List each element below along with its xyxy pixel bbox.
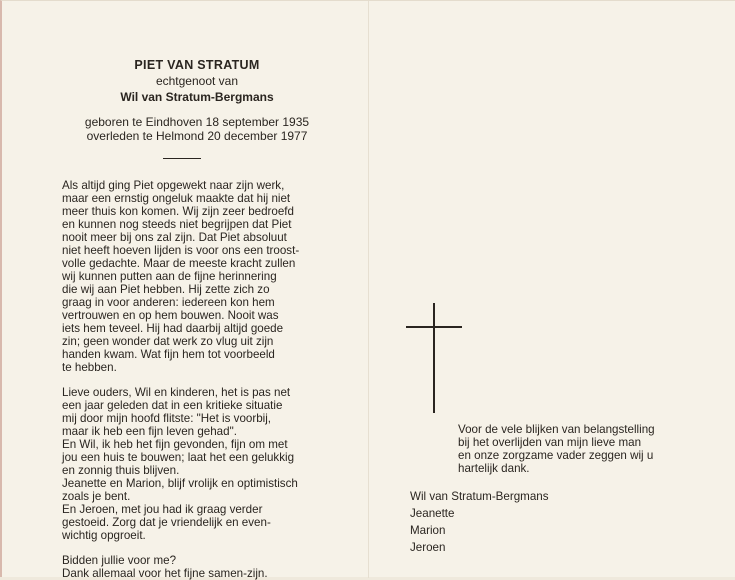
- text-line: zoals je bent.: [62, 490, 131, 503]
- text-line: Dank allemaal voor het fijne samen-zijn.: [62, 567, 268, 580]
- death-line: overleden te Helmond 20 december 1977: [86, 129, 308, 143]
- dates: [62, 115, 332, 143]
- text-line: hartelijk dank.: [458, 462, 530, 475]
- text-line: meer thuis kon komen. Wij zijn zeer bedroefd: [62, 205, 294, 218]
- cross-vertical-bar: [433, 303, 435, 413]
- signoff-name: Marion: [410, 524, 446, 537]
- text-line: een jaar geleden dat in een kritieke situatie: [62, 399, 283, 412]
- cross-horizontal-bar: [406, 326, 462, 328]
- text-line: en onze zorgzame vader zeggen wij u: [458, 449, 654, 462]
- text-line: nooit meer bij ons zal zijn. Dat Piet absoluut: [62, 231, 287, 244]
- text-line: zin; geen wonder dat werk zo vlug uit zijn: [62, 335, 274, 348]
- divider: [163, 158, 201, 159]
- text-line: maar een ernstig ongeluk maakte dat hij niet: [62, 192, 291, 205]
- body-text: [62, 179, 362, 580]
- text-line: te hebben.: [62, 361, 117, 374]
- header: [62, 57, 332, 105]
- text-line: Bidden jullie voor me?: [62, 554, 177, 567]
- deceased-name: PIET VAN STRATUM: [134, 58, 260, 72]
- text-line: niet heeft hoeven lijden is voor ons een troost-: [62, 244, 300, 257]
- paragraph-message: [62, 386, 362, 542]
- thanks-message: [458, 423, 728, 475]
- signoff: [410, 488, 660, 556]
- text-line: wij kunnen putten aan de fijne herinnering: [62, 270, 277, 283]
- text-line: volle gedachte. Maar de meeste kracht zullen: [62, 257, 296, 270]
- signoff-name: Jeanette: [410, 507, 455, 520]
- text-line: Voor de vele blijken van belangstelling: [458, 423, 655, 436]
- text-line: En Wil, ik heb het fijn gevonden, fijn om met: [62, 438, 288, 451]
- text-line: en zonnig thuis blijven.: [62, 464, 180, 477]
- text-line: bij het overlijden van mijn lieve man: [458, 436, 642, 449]
- text-line: mij door mijn hoofd flitste: "Het is voorbij,: [62, 412, 272, 425]
- text-line: graag in voor anderen: iedereen kon hem: [62, 296, 275, 309]
- cross-icon: [406, 303, 462, 413]
- text-line: gestoeid. Zorg dat je vriendelijk en even-: [62, 516, 271, 529]
- text-line: maar ik heb een fijn leven gehad".: [62, 425, 237, 438]
- card-fold: [368, 1, 369, 578]
- paragraph-closing: [62, 554, 362, 580]
- spouse-name: Wil van Stratum-Bergmans: [120, 90, 274, 104]
- text-line: iets hem teveel. Hij had daarbij altijd goede: [62, 322, 284, 335]
- birth-line: geboren te Eindhoven 18 september 1935: [84, 115, 310, 129]
- text-line: En Jeroen, met jou had ik graag verder: [62, 503, 263, 516]
- text-line: Lieve ouders, Wil en kinderen, het is pas net: [62, 386, 291, 399]
- text-line: Jeanette en Marion, blijf vrolijk en optimistisch: [62, 477, 298, 490]
- text-line: vertrouwen en op hem bouwen. Nooit was: [62, 309, 279, 322]
- signoff-name: Wil van Stratum-Bergmans: [410, 490, 549, 503]
- text-line: jou een huis te bouwen; laat het een gelukkig: [62, 451, 295, 464]
- paragraph-remembrance: [62, 179, 362, 374]
- text-line: en kunnen nog steeds niet begrijpen dat Piet: [62, 218, 292, 231]
- text-line: handen kwam. Wat fijn hem tot voorbeeld: [62, 348, 275, 361]
- text-line: wichtig opgroeit.: [62, 529, 146, 542]
- relation-text: echtgenoot van: [155, 74, 239, 88]
- signoff-name: Jeroen: [410, 541, 446, 554]
- text-line: Als altijd ging Piet opgewekt naar zijn werk,: [62, 179, 285, 192]
- text-line: die wij aan Piet hebben. Hij zette zich zo: [62, 283, 270, 296]
